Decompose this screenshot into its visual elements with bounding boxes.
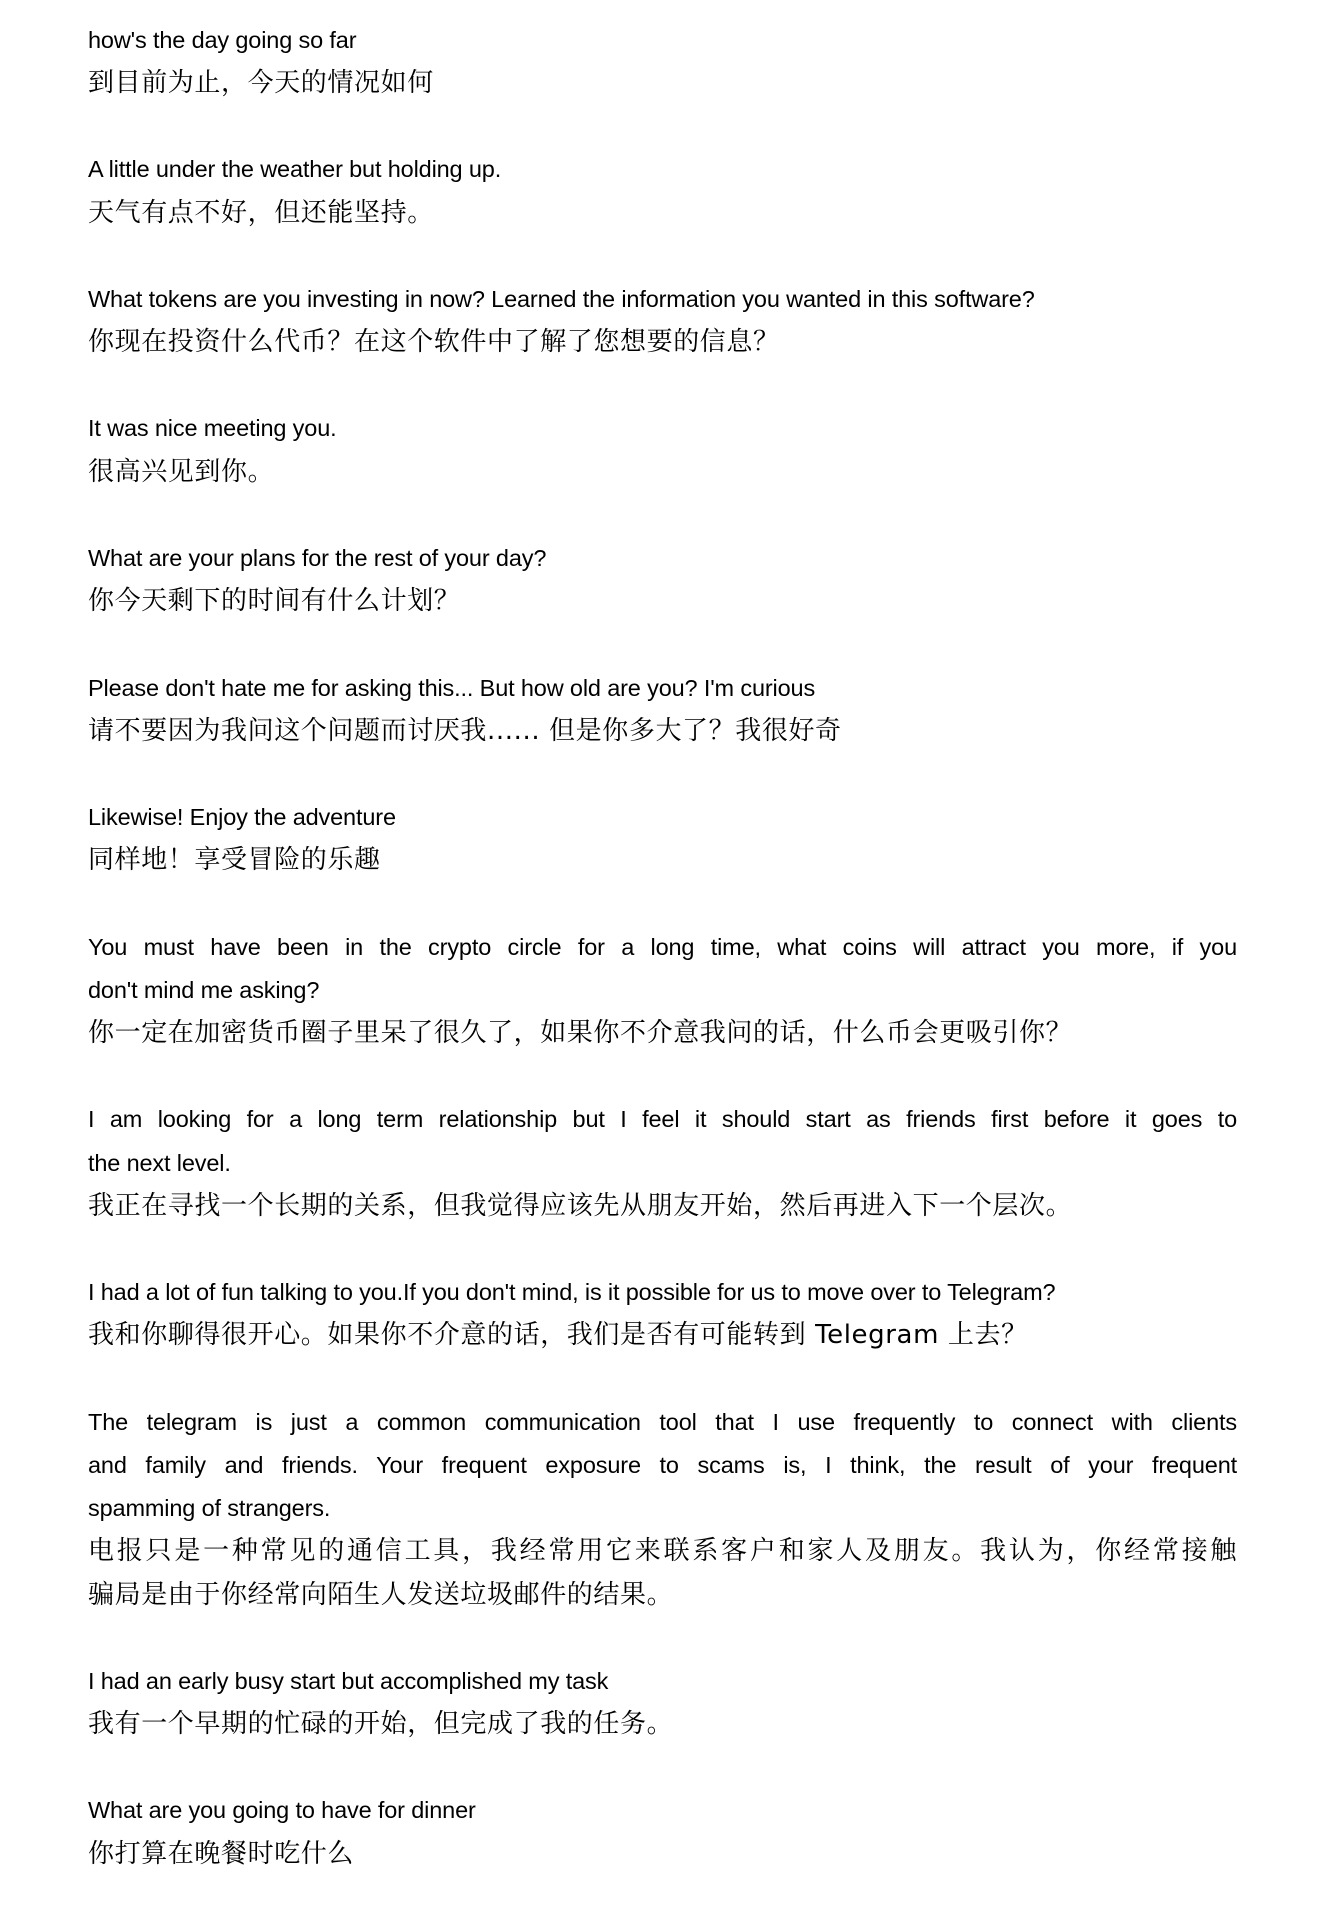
phrase-entry (88, 1401, 1237, 1617)
english-text: What are you going to have for dinner (88, 1797, 476, 1824)
chinese-translation: 天气有点不好，但还能坚持。 (88, 197, 434, 228)
chinese-translation: 骗局是由于你经常向陌生人发送垃圾邮件的结果。 (88, 1579, 674, 1610)
english-text: don't mind me asking? (88, 976, 320, 1003)
chinese-translation: 我和你聊得很开心。如果你不介意的话，我们是否有可能转到 Telegram 上去？ (88, 1320, 1028, 1351)
phrase-entry (88, 1789, 1237, 1875)
english-text: I had a lot of fun talking to you.If you don't mind, is it possible for us to move over to Telegram? (88, 1279, 1056, 1306)
english-text: and family and friends. Your frequent exposure to scams is, I think, the result of your frequent (88, 1451, 1237, 1478)
chinese-translation: 我正在寻找一个长期的关系，但我觉得应该先从朋友开始，然后再进入下一个层次。 (88, 1190, 1073, 1221)
phrase-entry (88, 926, 1237, 1056)
phrase-entry (88, 19, 1237, 105)
english-text: Likewise! Enjoy the adventure (88, 804, 396, 831)
chinese-translation: 我有一个早期的忙碌的开始，但完成了我的任务。 (88, 1709, 674, 1740)
english-text: Please don't hate me for asking this... But how old are you? I'm curious (88, 674, 816, 701)
phrase-entry (88, 1660, 1237, 1746)
phrase-entry (88, 148, 1237, 234)
english-text: I am looking for a long term relationship but I feel it should start as friends first before it goes to (88, 1106, 1237, 1133)
english-text: I had an early busy start but accomplished my task (88, 1667, 609, 1694)
phrase-entry (88, 1098, 1237, 1228)
chinese-translation: 你打算在晚餐时吃什么 (88, 1838, 355, 1869)
english-text: The telegram is just a common communication tool that I use frequently to connect with clients (88, 1408, 1237, 1435)
chinese-translation: 你今天剩下的时间有什么计划？ (88, 586, 461, 617)
phrase-entry (88, 407, 1237, 493)
english-text: how's the day going so far (88, 26, 357, 53)
chinese-translation: 到目前为止，今天的情况如何 (88, 67, 434, 98)
chinese-translation: 很高兴见到你。 (88, 456, 275, 487)
phrase-entry (88, 667, 1237, 753)
english-text: What tokens are you investing in now? Learned the information you wanted in this software? (88, 285, 1035, 312)
document-page (88, 19, 1237, 1919)
chinese-translation: 你一定在加密货币圈子里呆了很久了，如果你不介意我问的话，什么币会更吸引你？ (88, 1018, 1073, 1049)
english-text: What are your plans for the rest of your day? (88, 545, 547, 572)
phrase-entry (88, 278, 1237, 364)
chinese-translation: 同样地！享受冒险的乐趣 (88, 845, 381, 876)
phrase-entry (88, 796, 1237, 882)
chinese-translation: 电报只是一种常见的通信工具，我经常用它来联系客户和家人及朋友。我认为，你经常接触 (88, 1536, 1237, 1567)
english-text: spamming of strangers. (88, 1495, 331, 1522)
english-text: It was nice meeting you. (88, 415, 337, 442)
english-text: the next level. (88, 1149, 231, 1176)
english-text: You must have been in the crypto circle for a long time, what coins will attract you more, if you (88, 933, 1237, 960)
english-text: A little under the weather but holding up. (88, 156, 502, 183)
chinese-translation: 请不要因为我问这个问题而讨厌我...... 但是你多大了？我很好奇 (88, 715, 842, 746)
phrase-entry (88, 1271, 1237, 1357)
chinese-translation: 你现在投资什么代币？在这个软件中了解了您想要的信息？ (88, 327, 780, 358)
phrase-entry (88, 537, 1237, 623)
